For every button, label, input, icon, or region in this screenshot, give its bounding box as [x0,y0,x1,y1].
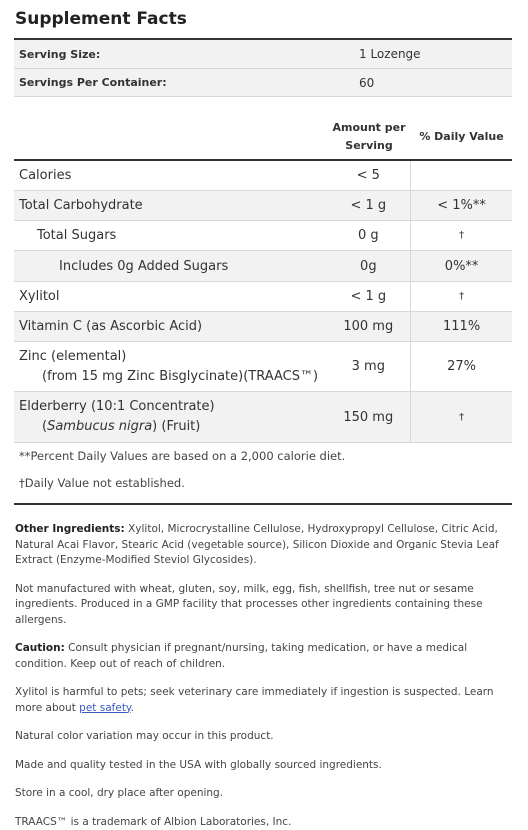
nutrient-name: Calories [14,168,326,183]
nutrient-name: Includes 0g Added Sugars [14,259,326,274]
amount-per-serving-header: Amount per Serving [327,119,411,155]
nutrient-dv: † [410,221,512,250]
panel-title: Supplement Facts [15,8,512,38]
servings-per-container-row [14,69,512,96]
nutrient-name: Zinc (elemental) [19,347,326,367]
nutrient-dv: 111% [410,312,512,341]
footnotes [14,443,512,498]
nutrient-name: Elderberry (10:1 Concentrate) [19,397,326,417]
nutrient-name: Total Sugars [14,228,326,243]
nutrient-row [14,392,512,442]
serving-size-label: Serving Size: [14,48,327,61]
nutrient-dv: < 1%** [410,191,512,220]
source-botanical-name: Sambucus nigra [47,419,152,434]
nutrient-dv: † [410,282,512,311]
nutrient-amount: 0 g [326,228,410,243]
nutrient-source [19,417,326,437]
other-ingredients-label: Other Ingredients: [15,523,125,535]
caution-statement [15,641,512,672]
nutrient-row [14,221,512,250]
nutrient-amount: < 1 g [326,289,410,304]
nutrient-row [14,342,512,391]
nutrient-row [14,251,512,281]
caution-text: Consult physician if pregnant/nursing, taking medication, or have a medical condition. Keep out of reach of children. [15,642,467,670]
percent-footnote: **Percent Daily Values are based on a 2,000 calorie diet. [14,443,512,470]
color-variation-note: Natural color variation may occur in this product. [15,729,512,745]
trademark-note: TRAACS™ is a trademark of Albion Laboratories, Inc. [15,815,512,830]
nutrient-name-block [14,347,326,387]
nutrient-name-block [14,397,326,437]
label-text [14,505,512,830]
nutrient-amount: 0g [326,259,410,274]
nutrient-name: Total Carbohydrate [14,198,326,213]
nutrient-amount: 3 mg [326,359,410,374]
other-ingredients [15,522,512,569]
made-in-usa-note: Made and quality tested in the USA with globally sourced ingredients. [15,758,512,774]
xylitol-warning-end: . [131,702,134,714]
nutrient-dv: 0%** [410,251,512,281]
nutrient-row [14,161,512,190]
nutrient-amount: < 1 g [326,198,410,213]
nutrient-row [14,282,512,311]
nutrient-row [14,312,512,341]
caution-label: Caution: [15,642,65,654]
nutrient-dv: † [410,392,512,442]
nutrient-name: Vitamin C (as Ascorbic Acid) [14,319,326,334]
nutrient-amount: 100 mg [326,319,410,334]
nutrient-row [14,191,512,220]
other-ingredients-text: Xylitol, Microcrystalline Cellulose, Hydroxypropyl Cellulose, Citric Acid, Natural Acai Flavor, Stearic Acid (vegetable source), Silicon Dioxide and Organic Stevia Leaf Extract (Enzyme-Modified Steviol Glycosides). [15,523,499,566]
supplement-facts-panel [0,8,526,830]
nutrient-amount: < 5 [326,168,410,183]
servings-per-container-label: Servings Per Container: [14,76,327,89]
nutrient-name: Xylitol [14,289,326,304]
storage-note: Store in a cool, dry place after opening. [15,786,512,802]
xylitol-warning [15,685,512,716]
nutrient-dv [410,161,512,190]
nutrient-source: (from 15 mg Zinc Bisglycinate)(TRAACS™) [19,367,326,387]
nutrient-amount: 150 mg [326,410,410,425]
nutrient-dv: 27% [410,342,512,391]
allergen-statement: Not manufactured with wheat, gluten, soy, milk, egg, fish, shellfish, tree nut or sesame ingredients. Produced in a GMP facility that processes other ingredients containing these allergens. [15,582,512,629]
serving-size-value: 1 Lozenge [327,47,512,61]
pet-safety-link[interactable]: pet safety [79,702,130,714]
xylitol-warning-text: Xylitol is harmful to pets; seek veterinary care immediately if ingestion is suspected. Learn more about [15,686,494,714]
dagger-footnote: †Daily Value not established. [14,470,512,498]
source-suffix: ) (Fruit) [152,419,200,434]
servings-per-container-value: 60 [327,76,512,90]
column-header-row [14,117,512,157]
serving-size-row [14,40,512,68]
source-prefix: ( [42,419,47,434]
daily-value-header: % Daily Value [411,128,512,146]
